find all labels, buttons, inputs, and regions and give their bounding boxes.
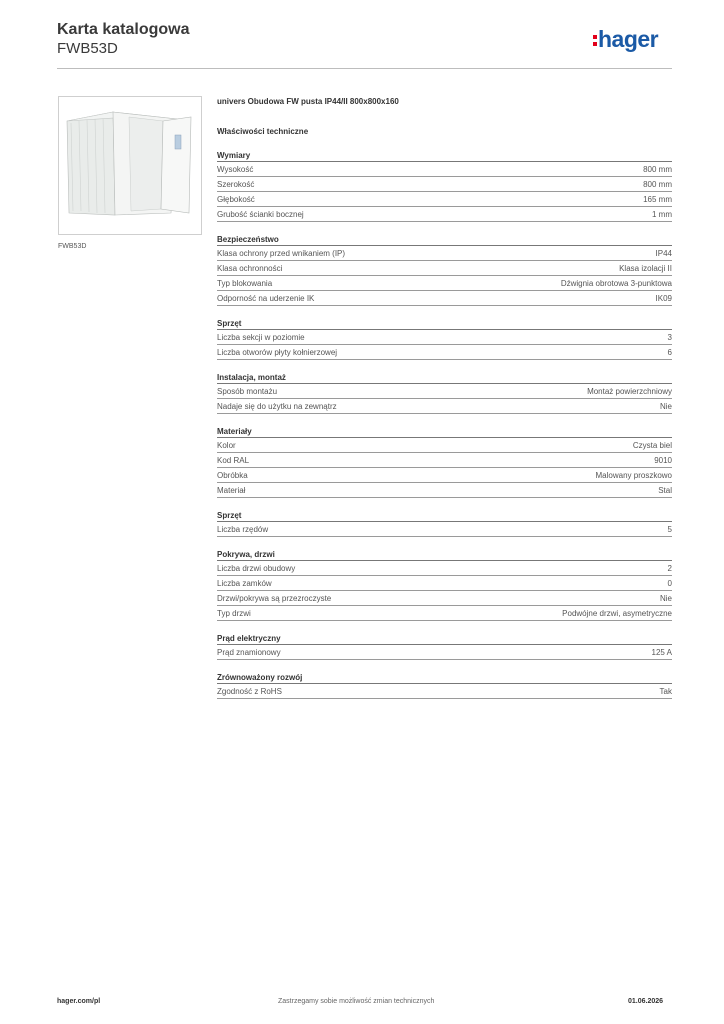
spec-label: Sposób montażu [217, 386, 278, 396]
product-code: FWB53D [57, 40, 118, 57]
logo-colon-icon [593, 32, 597, 49]
spec-section [217, 234, 672, 306]
spec-value: 0 [667, 578, 672, 588]
spec-value: Nie [659, 593, 672, 603]
spec-label: Odporność na uderzenie IK [217, 293, 315, 303]
spec-value: Tak [659, 686, 672, 696]
spec-row [217, 438, 672, 453]
spec-row [217, 453, 672, 468]
spec-value: 165 mm [643, 194, 672, 204]
spec-row [217, 177, 672, 192]
spec-value: Dźwignia obrotowa 3-punktowa [560, 278, 672, 288]
image-caption: FWB53D [58, 243, 87, 250]
section-title: Prąd elektryczny [217, 634, 281, 643]
spec-row [217, 684, 672, 699]
spec-row [217, 261, 672, 276]
section-title: Zrównoważony rozwój [217, 673, 303, 682]
section-title: Sprzęt [217, 319, 242, 328]
product-image [58, 96, 202, 235]
spec-row [217, 384, 672, 399]
spec-value: Czysta biel [632, 440, 672, 450]
footer-date: 01.06.2026 [628, 998, 664, 1005]
spec-label: Drzwi/pokrywa są przezroczyste [217, 593, 332, 603]
section-title: Wymiary [217, 151, 251, 160]
spec-label: Nadaje się do użytku na zewnątrz [217, 401, 337, 411]
content-area [217, 95, 672, 699]
spec-value: 9010 [654, 455, 672, 465]
section-title: Sprzęt [217, 511, 242, 520]
spec-row [217, 645, 672, 660]
spec-value: Podwójne drzwi, asymetryczne [562, 608, 672, 618]
spec-row [217, 561, 672, 576]
spec-label: Typ blokowania [217, 278, 273, 288]
spec-section [217, 549, 672, 621]
spec-label: Liczba zamków [217, 578, 272, 588]
spec-row [217, 162, 672, 177]
spec-label: Zgodność z RoHS [217, 686, 282, 696]
spec-section [217, 510, 672, 537]
spec-section [217, 372, 672, 414]
footer-website[interactable]: hager.com/pl [57, 998, 101, 1005]
spec-label: Liczba rzędów [217, 524, 269, 534]
spec-row [217, 345, 672, 360]
spec-value: 5 [667, 524, 672, 534]
spec-row [217, 399, 672, 414]
spec-section [217, 318, 672, 360]
spec-row [217, 291, 672, 306]
spec-sections [217, 150, 672, 699]
spec-label: Kod RAL [217, 455, 250, 465]
spec-label: Liczba drzwi obudowy [217, 563, 296, 573]
spec-label: Materiał [217, 485, 246, 495]
spec-value: Malowany proszkowo [595, 470, 672, 480]
logo-text: hager [598, 26, 659, 52]
spec-value: 2 [667, 563, 672, 573]
specs-heading: Właściwości techniczne [217, 127, 309, 136]
spec-section [217, 672, 672, 699]
spec-value: 6 [667, 347, 672, 357]
spec-value: 125 A [651, 647, 672, 657]
section-title: Instalacja, montaż [217, 373, 286, 382]
footer-disclaimer: Zastrzegamy sobie możliwość zmian technicznych [278, 998, 435, 1005]
spec-label: Kolor [217, 440, 236, 450]
spec-value: 800 mm [643, 179, 672, 189]
spec-row [217, 606, 672, 621]
spec-section [217, 150, 672, 222]
spec-row [217, 207, 672, 222]
spec-value: 1 mm [652, 209, 672, 219]
spec-value: IK09 [655, 293, 672, 303]
spec-label: Typ drzwi [217, 608, 251, 618]
spec-row [217, 483, 672, 498]
header-divider [57, 68, 672, 69]
spec-label: Głębokość [217, 194, 255, 204]
spec-section [217, 426, 672, 498]
spec-row [217, 576, 672, 591]
spec-row [217, 192, 672, 207]
spec-row [217, 468, 672, 483]
spec-label: Obróbka [217, 470, 248, 480]
spec-value: Klasa izolacji II [619, 263, 672, 273]
spec-row [217, 522, 672, 537]
hager-logo[interactable] [593, 28, 658, 51]
spec-section [217, 633, 672, 660]
spec-label: Grubość ścianki bocznej [217, 209, 304, 219]
spec-row [217, 246, 672, 261]
spec-value: Nie [659, 401, 672, 411]
section-title: Bezpieczeństwo [217, 235, 279, 244]
spec-value: Stal [658, 485, 672, 495]
spec-value: IP44 [655, 248, 672, 258]
spec-row [217, 330, 672, 345]
spec-label: Liczba sekcji w poziomie [217, 332, 305, 342]
section-title: Pokrywa, drzwi [217, 550, 275, 559]
spec-label: Klasa ochrony przed wnikaniem (IP) [217, 248, 346, 258]
page-title: Karta katalogowa [57, 21, 190, 38]
section-title: Materiały [217, 427, 252, 436]
spec-label: Klasa ochronności [217, 263, 283, 273]
spec-row [217, 276, 672, 291]
product-description: univers Obudowa FW pusta IP44/II 800x800x160 [217, 97, 399, 106]
spec-label: Prąd znamionowy [217, 647, 281, 657]
spec-row [217, 591, 672, 606]
spec-label: Wysokość [217, 164, 254, 174]
spec-value: 800 mm [643, 164, 672, 174]
spec-label: Liczba otworów płyty kołnierzowej [217, 347, 338, 357]
enclosure-icon [59, 97, 201, 234]
spec-label: Szerokość [217, 179, 255, 189]
spec-value: Montaż powierzchniowy [587, 386, 672, 396]
spec-value: 3 [667, 332, 672, 342]
